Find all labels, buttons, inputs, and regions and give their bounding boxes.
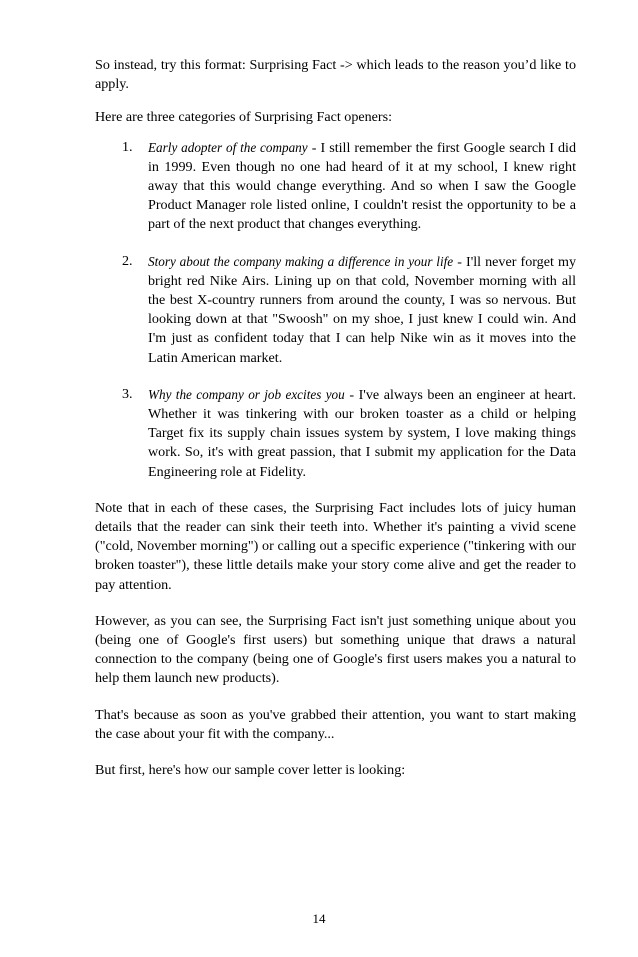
list-item-lead: Story about the company making a difference in your life [148,253,454,269]
body-paragraph: However, as you can see, the Surprising Fact isn't just something unique about you (being one of Google's first users) but something unique that draws a natural connection to the company (being one of Google's first users makes you a natural to help them launch new products). [95,612,576,687]
document-page [95,56,576,797]
categories-intro: Here are three categories of Surprising Fact openers: [95,109,393,126]
list-number: 1. [122,138,133,155]
list-item [95,252,576,368]
list-item-text: - I still remember the first Google search I did in 1999. Even though no one had heard of it at my school, I knew right away that this would change everything. And so when I saw the Google Product Manager role listed online, I couldn't resist the opportunity to be a part of the next product that changes everything. [148,139,577,233]
list-item-text: - I've always been an engineer at heart. Whether it was tinkering with our broken toaster as a child or helping Target fix its supply chain issues system by system, I love making things work. So, it's with great passion, that I submit my application for the Data Engineering role at Fidelity. [148,386,577,480]
body-paragraph: That's because as soon as you've grabbed their attention, you want to start making the case about your fit with the company... [95,706,576,742]
list-item [95,138,576,235]
list-item-text: - I'll never forget my bright red Nike Airs. Lining up on that cold, November morning with all the best X-country runners from around the county, I was so nervous. But looking down at that "Swoosh" on my shoe, I just knew I could win. And I'm just as confident today that I can help Nike win as it moves into the Latin American market. [148,253,576,366]
list-number: 2. [122,252,133,269]
body-paragraph: But first, here's how our sample cover letter is looking: [95,762,406,779]
list-item-lead: Early adopter of the company [148,139,308,155]
body-paragraph: Note that in each of these cases, the Surprising Fact includes lots of juicy human details that the reader can sink their teeth into. Whether it's painting a vivid scene ("cold, November morning") or calling out a specific experience ("tinkering with our broken toaster"), these little details make your story come alive and get the reader to pay attention. [95,499,576,593]
list-number: 3. [122,385,133,402]
page-number: 14 [312,911,326,926]
intro-paragraph: So instead, try this format: Surprising Fact -> which leads to the reason you’d like to apply. [95,57,576,93]
list-item-lead: Why the company or job excites you [148,386,345,402]
list-item [95,385,576,482]
opener-categories-list [95,138,576,482]
